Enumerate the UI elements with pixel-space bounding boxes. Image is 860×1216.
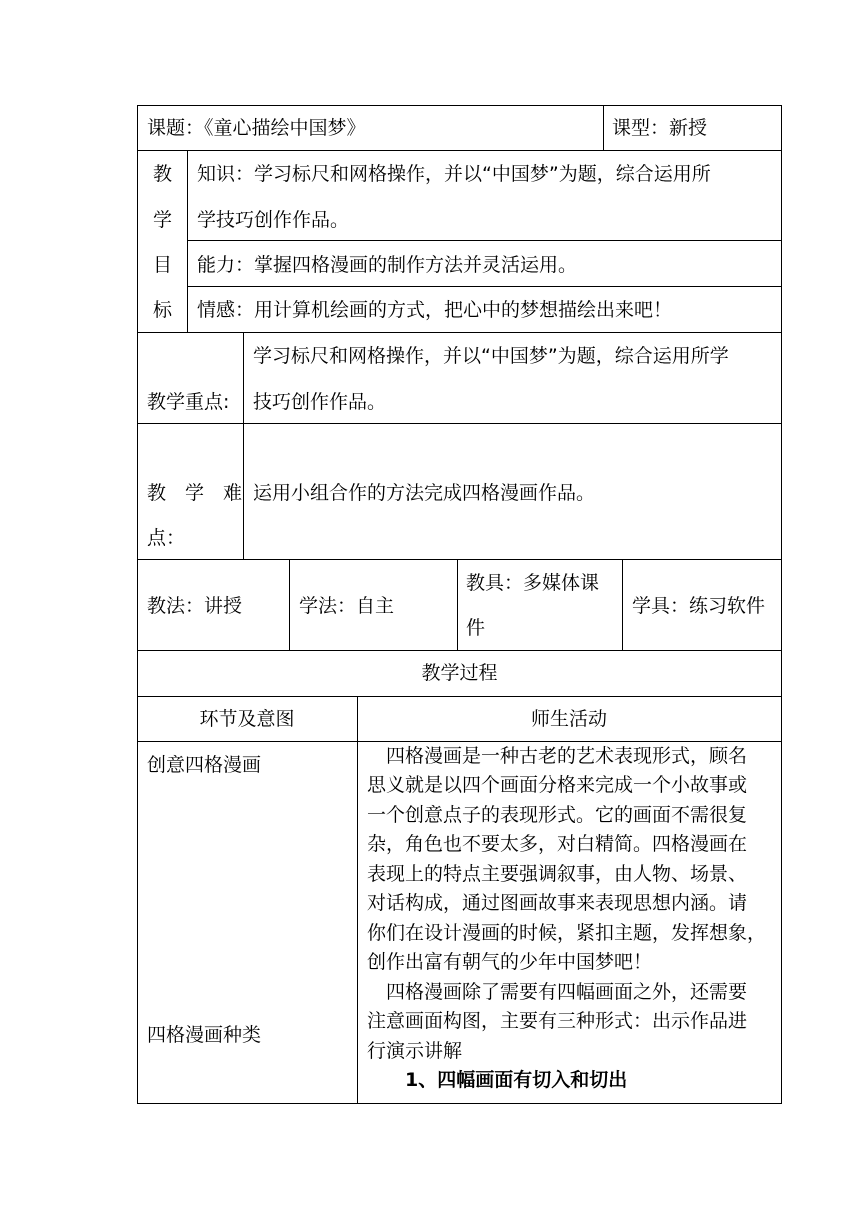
row-divider-objectives [137,332,782,333]
teaching-tools-line: 件 [466,617,486,639]
objectives-label-char: 标 [153,299,173,321]
row-divider-key-points [137,423,782,424]
row-divider-difficult [137,559,782,560]
col-divider-process [357,696,358,1103]
row-divider-methods [137,650,782,651]
key-points-line: 学习标尺和网格操作，并以“中国梦”为题，综合运用所学 [253,345,729,367]
table-border-right [781,105,782,1104]
objective-knowledge-line: 学技巧创作作品。 [197,209,350,231]
objectives-label-char: 教 [153,163,173,185]
activity-line: 表现上的特点主要强调叙事，由人物、场景、 [367,863,748,885]
activity-line: 思义就是以四个画面分格来完成一个小故事或 [367,774,748,796]
lesson-type: 课型：新授 [612,117,708,139]
row-divider-process-title [137,696,782,697]
activity-line: 一个创意点子的表现形式。它的画面不需很复 [367,804,748,826]
teaching-method: 教法：讲授 [147,595,243,617]
col-divider-type [603,105,604,150]
objective-knowledge-line: 知识：学习标尺和网格操作，并以“中国梦”为题，综合运用所 [197,163,711,185]
activity-line: 四格漫画是一种古老的艺术表现形式，顾名 [367,745,748,767]
process-stage: 四格漫画种类 [147,1024,262,1046]
table-border-top [137,105,782,106]
difficult-points-text: 运用小组合作的方法完成四格漫画作品。 [253,482,596,504]
difficult-points-label: 教 学 难 [147,482,243,504]
activity-line: 杂，角色也不要太多，对白精简。四格漫画在 [367,833,748,855]
key-points-line: 技巧创作作品。 [253,391,387,413]
row-divider-header [137,150,782,151]
row-divider-knowledge [187,240,782,241]
activity-line: 创作出富有朝气的少年中国梦吧！ [367,951,653,973]
activity-line: 行演示讲解 [367,1040,463,1062]
difficult-points-label: 点： [147,527,186,549]
objective-ability: 能力：掌握四格漫画的制作方法并灵活运用。 [197,254,578,276]
objective-emotion: 情感：用计算机绘画的方式，把心中的梦想描绘出来吧！ [197,299,673,321]
objectives-label-char: 目 [153,254,173,276]
col-divider-methods-2 [457,559,458,650]
process-col-activity-header: 师生活动 [530,708,607,730]
col-divider-objectives [187,150,188,332]
activity-line: 注意画面构图，主要有三种形式：出示作品进 [367,1010,748,1032]
row-divider-ability [187,286,782,287]
objectives-label-char: 学 [153,209,173,231]
activity-bold-line: 1、四幅画面有切入和切出 [405,1069,628,1091]
learning-tools: 学具：练习软件 [632,595,766,617]
lesson-title: 课题：《童心描绘中国梦》 [147,117,366,139]
activity-line: 对话构成，通过图画故事来表现思想内涵。请 [367,892,748,914]
col-divider-key-difficult [243,332,244,559]
table-border-left [137,105,138,1104]
teaching-tools-line: 教具：多媒体课 [466,572,600,594]
activity-line: 四格漫画除了需要有四幅画面之外，还需要 [367,981,748,1003]
learning-method: 学法：自主 [299,595,395,617]
process-col-stage-header: 环节及意图 [199,708,295,730]
activity-line: 你们在设计漫画的时候，紧扣主题，发挥想象， [367,922,767,944]
table-border-bottom [137,1103,782,1104]
process-stage: 创意四格漫画 [147,754,262,776]
col-divider-methods-1 [289,559,290,650]
col-divider-methods-3 [622,559,623,650]
key-points-label: 教学重点: [147,391,230,413]
process-title: 教学过程 [421,662,498,684]
